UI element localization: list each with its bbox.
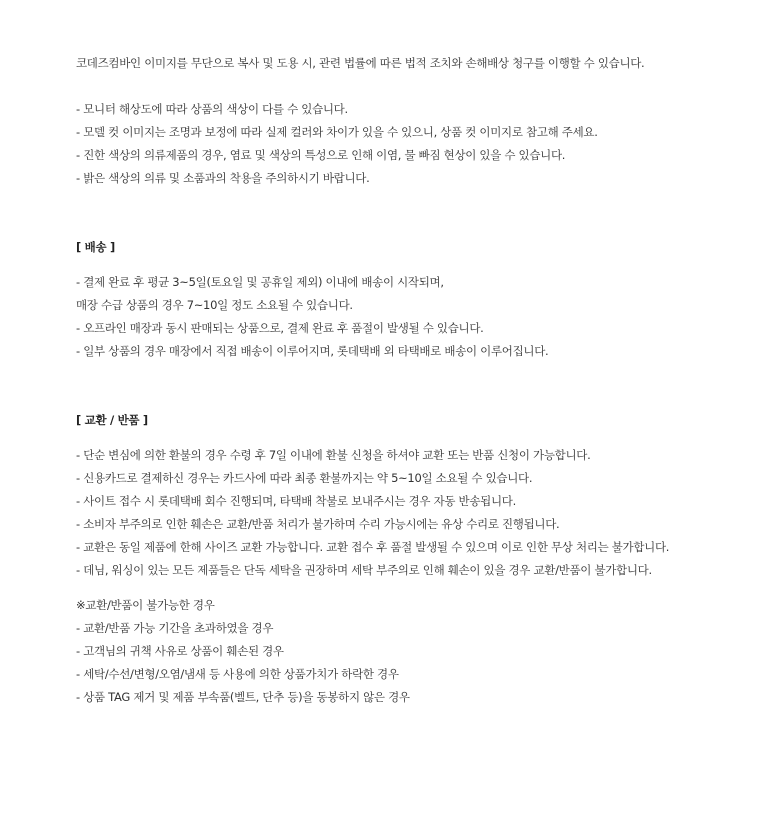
shipping-line: - 결제 완료 후 평균 3~5일(토요일 및 공휴일 제외) 이내에 배송이 시작되며,	[76, 275, 444, 289]
not-allowed-item: - 세탁/수선/변형/오염/냄새 등 사용에 의한 상품가치가 하락한 경우	[76, 667, 399, 681]
shipping-line: - 오프라인 매장과 동시 판매되는 상품으로, 결제 완료 후 품절이 발생될 수 있습니다.	[76, 321, 484, 335]
exchange-line: - 단순 변심에 의한 환불의 경우 수령 후 7일 이내에 환불 신청을 하셔야 교환 또는 반품 신청이 가능합니다.	[76, 448, 591, 462]
color-notes	[76, 98, 780, 190]
exchange-line: - 데님, 워싱이 있는 모든 제품들은 단독 세탁을 권장하며 세탁 부주의로 인해 훼손이 있을 경우 교환/반품이 불가합니다.	[76, 563, 652, 577]
exchange-line: - 소비자 부주의로 인한 훼손은 교환/반품 처리가 불가하며 수리 가능시에는 유상 수리로 진행됩니다.	[76, 517, 560, 531]
shipping-line: - 일부 상품의 경우 매장에서 직접 배송이 이루어지며, 롯데택배 외 타택배로 배송이 이루어집니다.	[76, 344, 549, 358]
shipping-line: 매장 수급 상품의 경우 7~10일 정도 소요될 수 있습니다.	[76, 298, 353, 312]
not-allowed-section	[76, 594, 780, 709]
exchange-section	[76, 444, 780, 582]
not-allowed-item: - 교환/반품 가능 기간을 초과하였을 경우	[76, 621, 274, 635]
exchange-line: - 신용카드로 결제하신 경우는 카드사에 따라 최종 환불까지는 약 5~10일 소요될 수 있습니다.	[76, 471, 533, 485]
note-item: - 모니터 해상도에 따라 상품의 색상이 다를 수 있습니다.	[76, 102, 348, 116]
not-allowed-title: ※교환/반품이 불가능한 경우	[76, 598, 215, 612]
note-item: - 모델 컷 이미지는 조명과 보정에 따라 실제 컬러와 차이가 있을 수 있으니, 상품 컷 이미지로 참고해 주세요.	[76, 125, 598, 139]
not-allowed-item: - 고객님의 귀책 사유로 상품이 훼손된 경우	[76, 644, 284, 658]
shipping-title: [ 배송 ]	[76, 240, 115, 254]
copyright-notice: 코데즈컴바인 이미지를 무단으로 복사 및 도용 시, 관련 법률에 따른 법적 조치와 손해배상 청구를 이행할 수 있습니다.	[76, 56, 645, 70]
exchange-line: - 사이트 접수 시 롯데택배 회수 진행되며, 타택배 착불로 보내주시는 경우 자동 반송됩니다.	[76, 494, 516, 508]
not-allowed-item: - 상품 TAG 제거 및 제품 부속품(벨트, 단추 등)을 동봉하지 않은 경우	[76, 690, 410, 704]
exchange-title: [ 교환 / 반품 ]	[76, 413, 148, 427]
shipping-section	[76, 271, 780, 363]
exchange-line: - 교환은 동일 제품에 한해 사이즈 교환 가능합니다. 교환 접수 후 품절 발생될 수 있으며 이로 인한 무상 처리는 불가합니다.	[76, 540, 670, 554]
note-item: - 밝은 색상의 의류 및 소품과의 착용을 주의하시기 바랍니다.	[76, 171, 370, 185]
note-item: - 진한 색상의 의류제품의 경우, 염료 및 색상의 특성으로 인해 이염, 물 빠짐 현상이 있을 수 있습니다.	[76, 148, 566, 162]
